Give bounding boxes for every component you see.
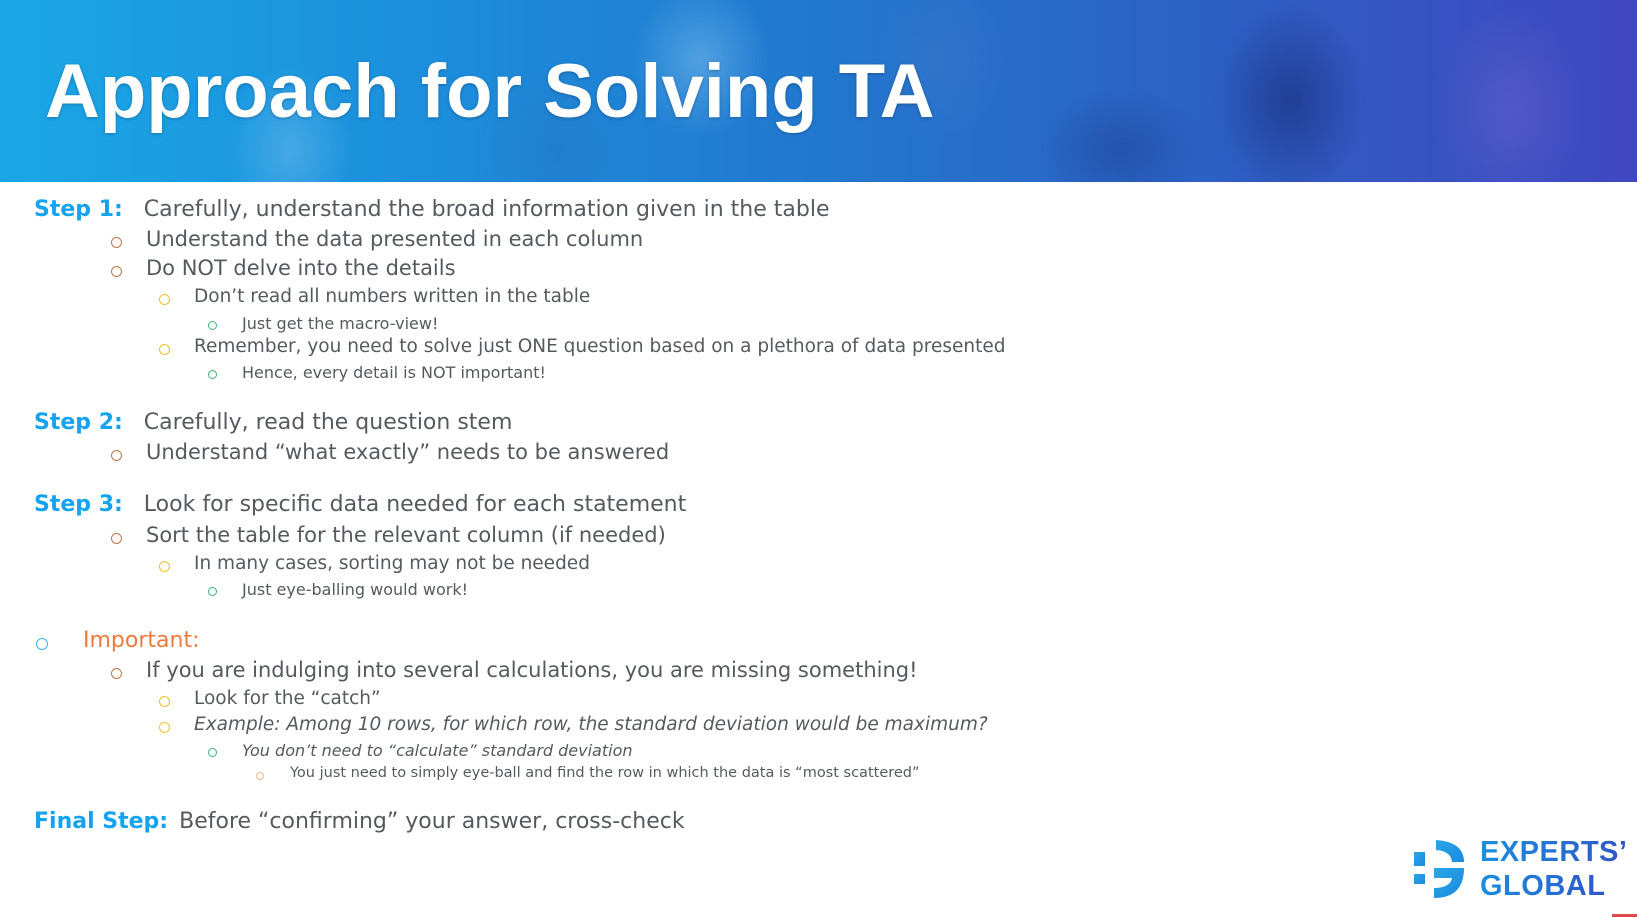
- important-example: Example: Among 10 rows, for which row, the standard deviation would be maximum?: [194, 714, 988, 735]
- bullet-circle-icon: [208, 370, 217, 379]
- title-banner: [0, 0, 1637, 182]
- bullet-circle-icon: [36, 638, 48, 650]
- slide-title: Approach for Solving TA: [45, 49, 935, 134]
- step-1-label: Step 1:: [34, 197, 123, 222]
- step-1-subitem: Don’t read all numbers written in the table: [194, 286, 591, 307]
- step-3-text: Look for specific data needed for each statement: [143, 492, 687, 517]
- step-1-text: Carefully, understand the broad information given in the table: [143, 197, 830, 222]
- step-3-subitem: In many cases, sorting may not be needed: [194, 553, 590, 574]
- important-heading: Important:: [83, 628, 200, 653]
- important-detail: You just need to simply eye-ball and find the row in which the data is “most scattered”: [290, 765, 920, 781]
- logo-text-line1: EXPERTS’: [1480, 836, 1628, 868]
- bullet-circle-icon: [208, 587, 217, 596]
- experts-global-logo: [1410, 836, 1637, 917]
- step-2-label: Step 2:: [34, 410, 123, 435]
- final-step-label: Final Step:: [34, 809, 169, 834]
- step-1-subitem: Remember, you need to solve just ONE question based on a plethora of data presented: [194, 336, 1006, 357]
- step-2-heading: [34, 410, 512, 435]
- step-3-heading: [34, 492, 686, 517]
- bullet-circle-icon: [159, 561, 170, 572]
- bullet-circle-icon: [159, 722, 170, 733]
- step-3-item: Sort the table for the relevant column (if needed): [146, 523, 666, 547]
- bullet-circle-icon: [159, 696, 170, 707]
- step-3-label: Step 3:: [34, 492, 123, 517]
- bullet-circle-icon: [208, 748, 217, 757]
- experts-global-g-icon: [1412, 838, 1470, 900]
- step-2-text: Carefully, read the question stem: [143, 410, 513, 435]
- bullet-circle-icon: [111, 266, 122, 277]
- bullet-circle-icon: [256, 772, 264, 780]
- step-1-heading: [34, 197, 829, 222]
- bullet-circle-icon: [111, 237, 122, 248]
- bullet-circle-icon: [208, 321, 217, 330]
- important-item: If you are indulging into several calculations, you are missing something!: [146, 658, 918, 682]
- step-1-item: Do NOT delve into the details: [146, 256, 456, 280]
- step-3-subsubitem: Just eye-balling would work!: [242, 580, 468, 599]
- important-subitem: Look for the “catch”: [194, 688, 381, 709]
- important-subsubitem: You don’t need to “calculate” standard deviation: [242, 741, 633, 760]
- step-1-subsubitem: Just get the macro-view!: [242, 314, 439, 333]
- step-2-item: Understand “what exactly” needs to be answered: [146, 440, 670, 464]
- bullet-circle-icon: [159, 294, 170, 305]
- bullet-circle-icon: [111, 668, 122, 679]
- bullet-circle-icon: [111, 450, 122, 461]
- final-step-heading: [34, 809, 685, 834]
- logo-text-line2: GLOBAL: [1480, 870, 1606, 902]
- final-step-text: Before “confirming” your answer, cross-check: [179, 809, 685, 834]
- step-1-item: Understand the data presented in each column: [146, 227, 644, 251]
- bullet-circle-icon: [159, 344, 170, 355]
- bullet-circle-icon: [111, 533, 122, 544]
- step-1-subsubitem: Hence, every detail is NOT important!: [242, 363, 546, 382]
